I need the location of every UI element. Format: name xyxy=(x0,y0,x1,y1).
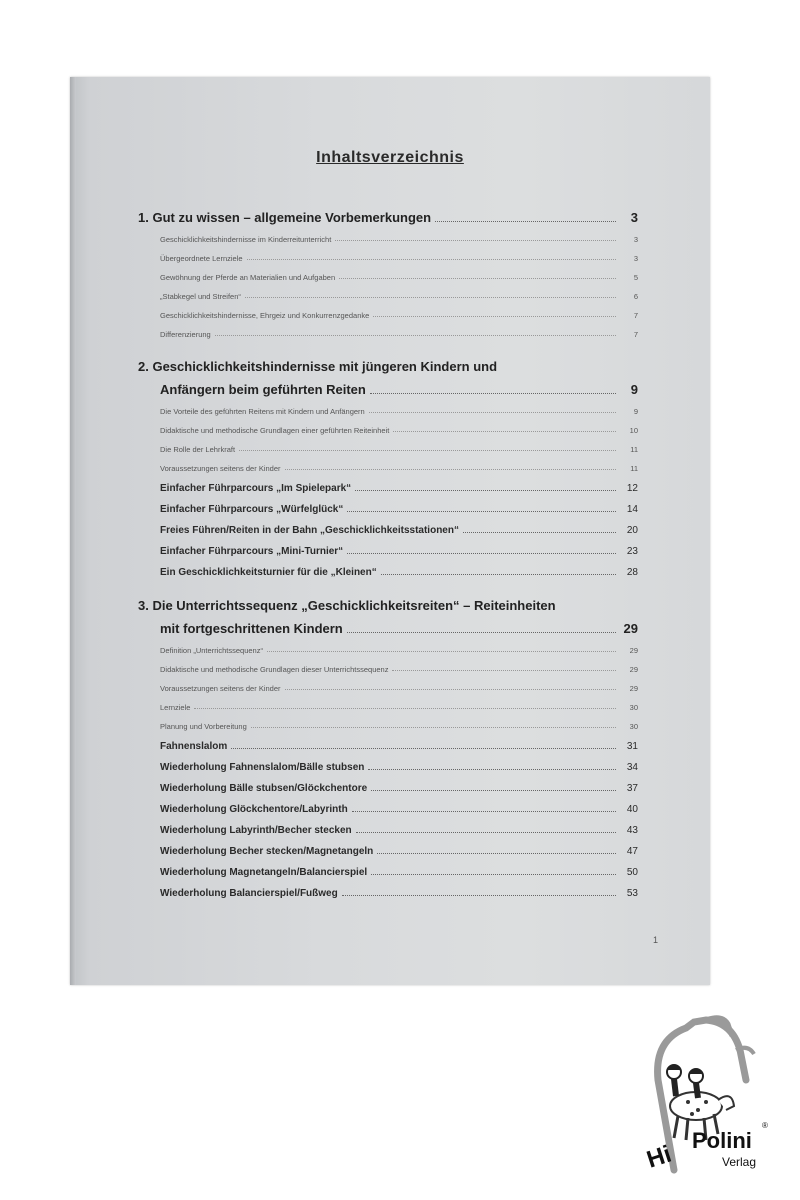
toc-entry-text: Wiederholung Magnetangeln/Balancierspiel xyxy=(160,867,368,878)
dot-leader xyxy=(435,221,616,222)
toc-entry-text: Lernziele xyxy=(160,703,191,712)
toc-section xyxy=(138,596,638,899)
dot-leader xyxy=(215,335,616,336)
toc-entry xyxy=(138,435,638,454)
toc-page-number: 3 xyxy=(630,210,638,225)
toc-heading-text: Anfängern beim geführten Reiten xyxy=(160,382,366,397)
toc-entry xyxy=(138,878,638,899)
dot-leader xyxy=(339,278,616,279)
toc-page-number: 14 xyxy=(626,504,638,515)
toc-entry xyxy=(138,557,638,578)
toc-page-number: 47 xyxy=(626,846,638,857)
toc-entry-text: Fahnenslalom xyxy=(160,741,228,752)
toc-entry-text: Übergeordnete Lernziele xyxy=(160,254,243,263)
toc-entry xyxy=(138,752,638,773)
toc-entry xyxy=(138,773,638,794)
toc-entry-text: Geschicklichkeitshindernisse im Kinderreitunterricht xyxy=(160,235,332,244)
toc-page-number: 10 xyxy=(629,426,638,435)
toc-entry xyxy=(138,282,638,301)
toc-page-number: 23 xyxy=(626,546,638,557)
toc-entry-text: Wiederholung Fahnenslalom/Bälle stubsen xyxy=(160,762,365,773)
toc-page-number: 43 xyxy=(626,825,638,836)
toc-page-number: 30 xyxy=(629,722,638,731)
dot-leader xyxy=(347,511,616,512)
toc-entry xyxy=(138,693,638,712)
dot-leader xyxy=(335,240,616,241)
dot-leader xyxy=(371,874,616,875)
toc-entry-text: Didaktische und methodische Grundlagen dieser Unterrichtssequenz xyxy=(160,665,389,674)
toc-entry xyxy=(138,815,638,836)
toc-entry xyxy=(138,454,638,473)
toc-page-number: 31 xyxy=(626,741,638,752)
toc-entry-text: Einfacher Führparcours „Würfelglück“ xyxy=(160,504,344,515)
toc-entry-text: Wiederholung Bälle stubsen/Glöckchentore xyxy=(160,783,368,794)
page-number: 1 xyxy=(652,935,658,945)
toc-entry-text: Voraussetzungen seitens der Kinder xyxy=(160,684,281,693)
toc-entry-text: Definition „Unterrichtssequenz“ xyxy=(160,646,263,655)
dot-leader xyxy=(245,297,616,298)
toc-entry-text: Geschicklichkeitshindernisse, Ehrgeiz und Konkurrenzgedanke xyxy=(160,311,370,320)
dot-leader xyxy=(342,895,616,896)
toc-entry-text: Freies Führen/Reiten in der Bahn „Geschicklichkeitsstationen“ xyxy=(160,525,459,536)
toc-section-heading xyxy=(138,377,638,397)
dot-leader xyxy=(239,450,616,451)
toc-heading-text: 1. Gut zu wissen – allgemeine Vorbemerkungen xyxy=(138,210,432,225)
toc-page-number: 6 xyxy=(633,292,638,301)
dot-leader xyxy=(352,811,616,812)
toc-page-number: 40 xyxy=(626,804,638,815)
toc-page-number: 28 xyxy=(626,567,638,578)
toc-entry-text: Wiederholung Labyrinth/Becher stecken xyxy=(160,825,352,836)
hi-polini-logo xyxy=(636,1010,776,1180)
dot-leader xyxy=(267,651,616,652)
toc-page-number: 34 xyxy=(626,762,638,773)
dot-leader xyxy=(247,259,616,260)
toc-page-number: 5 xyxy=(633,273,638,282)
dot-leader xyxy=(355,490,616,491)
toc-page-number: 53 xyxy=(626,888,638,899)
toc-page-number: 11 xyxy=(630,445,638,454)
toc-page-number: 20 xyxy=(626,525,638,536)
toc-entry-text: Didaktische und methodische Grundlagen einer geführten Reiteinheit xyxy=(160,426,390,435)
toc-section xyxy=(138,205,638,339)
dot-leader xyxy=(370,393,616,394)
toc-page-number: 12 xyxy=(626,483,638,494)
dot-leader xyxy=(369,412,616,413)
dot-leader xyxy=(347,632,616,633)
toc-page-number: 50 xyxy=(626,867,638,878)
page-title: Inhaltsverzeichnis xyxy=(316,149,464,166)
toc-page-number: 3 xyxy=(633,235,638,244)
toc-page-number: 11 xyxy=(630,464,638,473)
toc-entry xyxy=(138,244,638,263)
toc-entry xyxy=(138,301,638,320)
dot-leader xyxy=(285,469,617,470)
dot-leader xyxy=(194,708,616,709)
toc-entry xyxy=(138,416,638,435)
toc-entry xyxy=(138,397,638,416)
logo-text-hi: Hi xyxy=(643,1140,675,1174)
toc-page-number: 29 xyxy=(629,684,638,693)
dot-leader xyxy=(392,670,616,671)
dot-leader xyxy=(285,689,617,690)
toc-entry xyxy=(138,473,638,494)
dot-leader xyxy=(377,853,616,854)
toc-page-number: 7 xyxy=(633,330,638,339)
dot-leader xyxy=(463,532,616,533)
toc-page-number: 29 xyxy=(629,646,638,655)
dot-leader xyxy=(347,553,616,554)
toc-entry xyxy=(138,712,638,731)
toc-entry-text: Wiederholung Becher stecken/Magnetangeln xyxy=(160,846,374,857)
toc-entry-text: Differenzierung xyxy=(160,330,211,339)
toc-entry-text: Einfacher Führparcours „Mini-Turnier“ xyxy=(160,546,344,557)
toc-section xyxy=(138,357,638,578)
toc-entry xyxy=(138,794,638,815)
toc-entry-text: Ein Geschicklichkeitsturnier für die „Kleinen“ xyxy=(160,567,377,578)
dot-leader xyxy=(373,316,616,317)
dot-leader xyxy=(381,574,616,575)
toc-section-heading xyxy=(138,205,638,225)
toc-entry-text: Die Vorteile des geführten Reitens mit Kindern und Anfängern xyxy=(160,407,365,416)
dot-leader xyxy=(251,727,616,728)
toc-entry-text: „Stabkegel und Streifen“ xyxy=(160,292,241,301)
toc-page-number: 7 xyxy=(633,311,638,320)
toc-section-heading: 2. Geschicklichkeitshindernisse mit jüngeren Kindern und xyxy=(138,359,498,374)
logo-trademark: ® xyxy=(762,1121,768,1130)
toc-entry xyxy=(138,536,638,557)
toc-section-heading: 3. Die Unterrichtssequenz „Geschicklichkeitsreiten“ – Reiteinheiten xyxy=(138,598,556,613)
toc-entry xyxy=(138,836,638,857)
toc-entry xyxy=(138,857,638,878)
toc-page-number: 29 xyxy=(623,621,638,636)
toc-page-number: 29 xyxy=(629,665,638,674)
toc-section-heading xyxy=(138,616,638,636)
toc-entry xyxy=(138,655,638,674)
dot-leader xyxy=(393,431,616,432)
toc-entry-text: Wiederholung Glöckchentore/Labyrinth xyxy=(160,804,348,815)
toc-entry xyxy=(138,731,638,752)
toc-entry-text: Voraussetzungen seitens der Kinder xyxy=(160,464,281,473)
logo-text-polini: Polini xyxy=(692,1128,752,1153)
toc-entry xyxy=(138,320,638,339)
toc-entry-text: Planung und Vorbereitung xyxy=(160,722,247,731)
toc-entry xyxy=(138,494,638,515)
toc-entry xyxy=(138,674,638,693)
toc-entry xyxy=(138,225,638,244)
table-of-contents xyxy=(138,205,638,917)
dot-leader xyxy=(231,748,616,749)
toc-entry xyxy=(138,515,638,536)
dot-leader xyxy=(371,790,616,791)
document-page xyxy=(70,77,710,985)
toc-page-number: 37 xyxy=(626,783,638,794)
toc-page-number: 9 xyxy=(633,407,638,416)
toc-entry xyxy=(138,263,638,282)
toc-entry-text: Gewöhnung der Pferde an Materialien und Aufgaben xyxy=(160,273,336,282)
dot-leader xyxy=(356,832,616,833)
toc-entry-text: Die Rolle der Lehrkraft xyxy=(160,445,236,454)
toc-page-number: 9 xyxy=(630,382,638,397)
toc-entry-text: Einfacher Führparcours „Im Spielepark“ xyxy=(160,483,352,494)
dot-leader xyxy=(368,769,616,770)
toc-entry xyxy=(138,636,638,655)
logo-text-verlag: Verlag xyxy=(722,1155,757,1169)
toc-heading-text: mit fortgeschrittenen Kindern xyxy=(160,621,343,636)
toc-page-number: 3 xyxy=(633,254,638,263)
toc-entry-text: Wiederholung Balancierspiel/Fußweg xyxy=(160,888,338,899)
toc-page-number: 30 xyxy=(629,703,638,712)
